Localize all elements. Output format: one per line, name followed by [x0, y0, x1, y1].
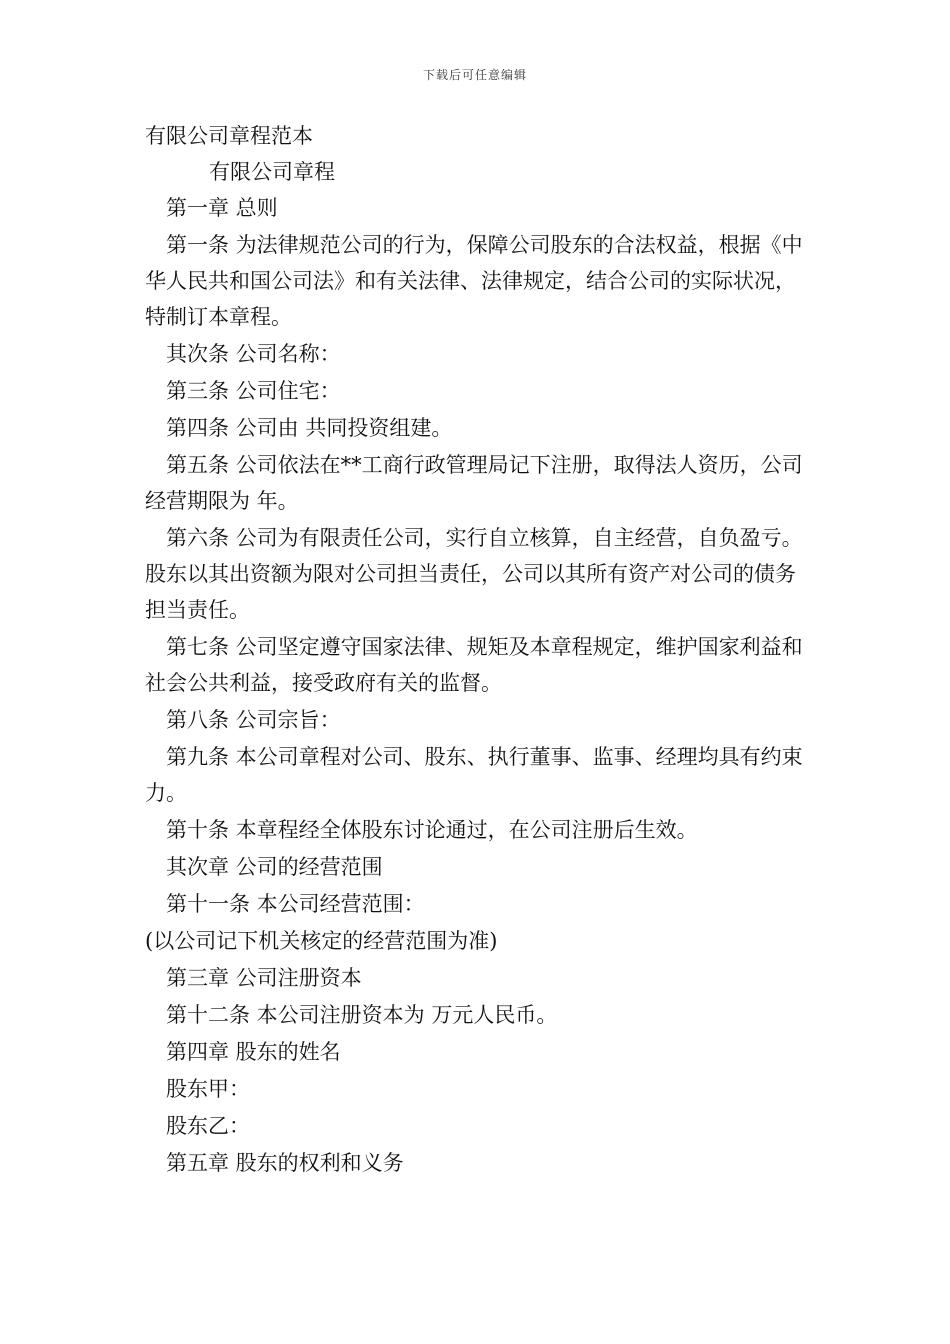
- article-7: 第七条 公司坚定遵守国家法律、规矩及本章程规定，维护国家利益和社会公共利益，接受政府有关的监督。: [145, 635, 803, 695]
- article-5: 第五条 公司依法在**工商行政管理局记下注册，取得法人资历，公司经营期限为 年。: [145, 453, 803, 513]
- shareholder-a: 股东甲：: [166, 1077, 250, 1101]
- chapter-5-heading: 第五章 股东的权利和义务: [166, 1151, 404, 1175]
- article-4: 第四条 公司由 共同投资组建。: [166, 416, 453, 440]
- chapter-4-heading: 第四章 股东的姓名: [166, 1040, 341, 1064]
- article-11: 第十一条 本公司经营范围：: [166, 892, 425, 916]
- document-body: [145, 118, 807, 1182]
- article-2: 其次条 公司名称：: [166, 342, 341, 366]
- article-3: 第三条 公司住宅：: [166, 379, 341, 403]
- document-subtitle: 有限公司章程: [209, 160, 335, 184]
- article-9: 第九条 本公司章程对公司、股东、执行董事、监事、经理均具有约束力。: [145, 745, 803, 805]
- shareholder-b: 股东乙：: [166, 1114, 250, 1138]
- document-title: 有限公司章程范本: [145, 124, 313, 148]
- article-12: 第十二条 本公司注册资本为 万元人民币。: [166, 1003, 558, 1027]
- chapter-3-heading: 第三章 公司注册资本: [166, 966, 362, 990]
- business-scope-note: (以公司记下机关核定的经营范围为准): [145, 929, 498, 953]
- article-8: 第八条 公司宗旨：: [166, 708, 341, 732]
- chapter-1-heading: 第一章 总则: [166, 196, 278, 220]
- article-10: 第十条 本章程经全体股东讨论通过，在公司注册后生效。: [166, 818, 698, 842]
- article-1: 第一条 为法律规范公司的行为，保障公司股东的合法权益，根据《中华人民共和国公司法》和有关法律、法律规定，结合公司的实际状况，特制订本章程。: [145, 233, 803, 329]
- article-6: 第六条 公司为有限责任公司，实行自立核算，自主经营，自负盈亏。股东以其出资额为限对公司担当责任，公司以其所有资产对公司的债务担当责任。: [145, 526, 803, 622]
- page-header-note: 下载后可任意编辑: [422, 68, 527, 82]
- chapter-2-heading: 其次章 公司的经营范围: [166, 855, 383, 879]
